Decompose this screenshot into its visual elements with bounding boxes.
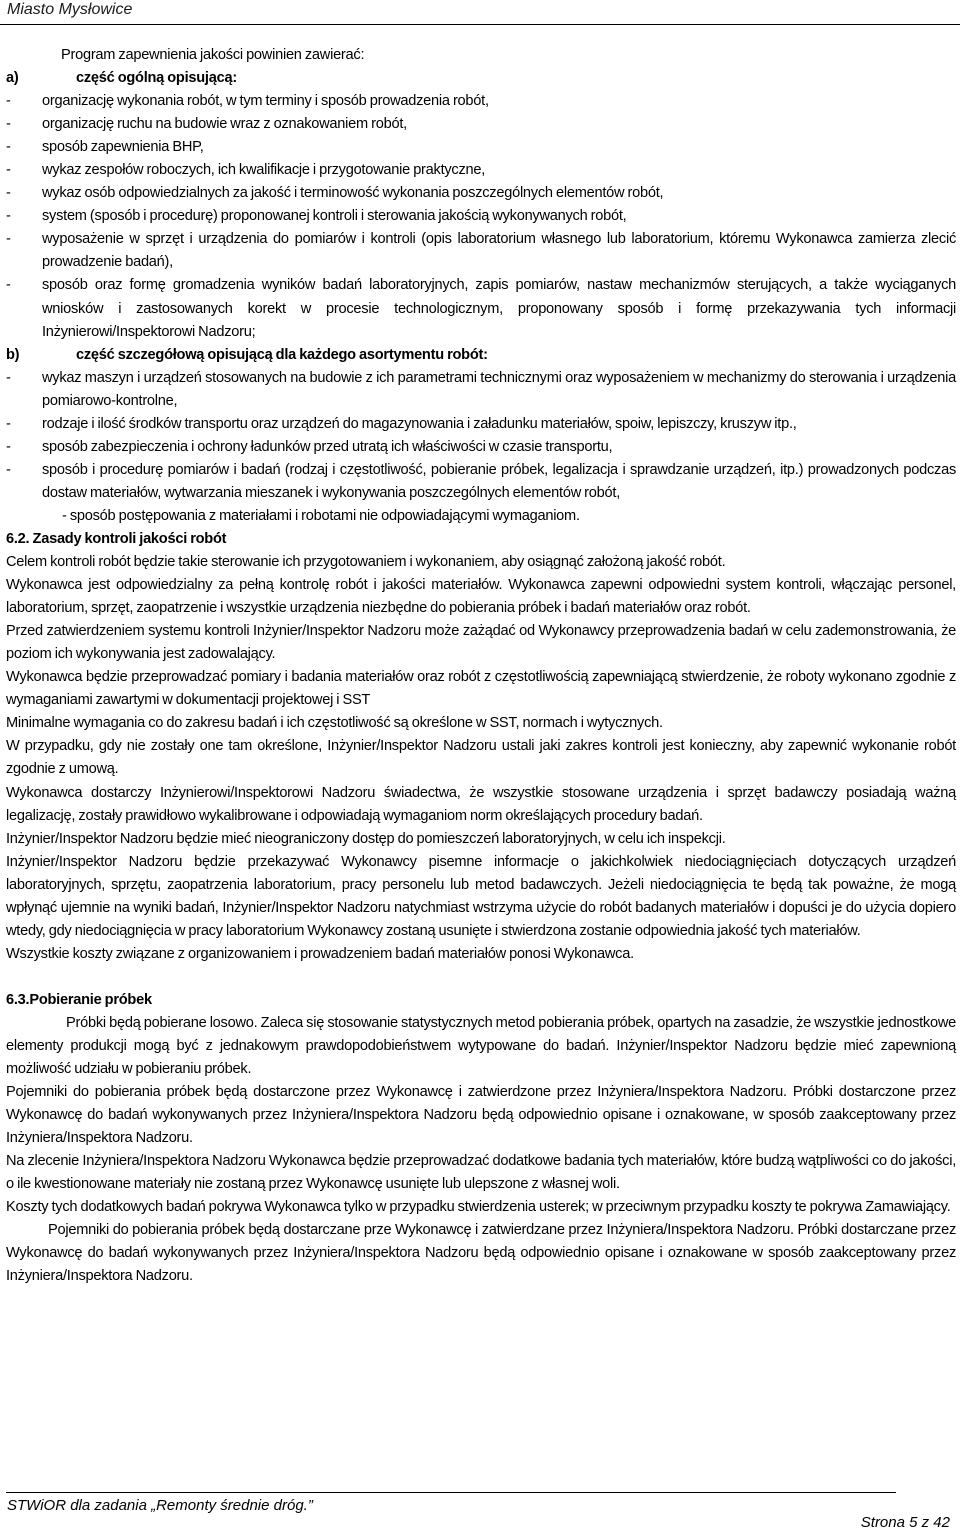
list-item: - organizację wykonania robót, w tym terminy i sposób prowadzenia robót, [6, 90, 956, 113]
list-item: - sposób zabezpieczenia i ochrony ładunków przed utratą ich właściwości w czasie transportu, [6, 436, 956, 459]
paragraph: W przypadku, gdy nie zostały one tam określone, Inżynier/Inspektor Nadzoru ustali jaki zakres kontroli jest konieczny, aby zapewnić wykonanie robót zgodnie z umową. [6, 738, 956, 778]
paragraph: Próbki będą pobierane losowo. Zaleca się stosowanie statystycznych metod pobierania próbek, opartych na zasadzie, że wszystkie jednostkowe elementy produkcji mogą być z jednakowym prawdopodobieństwem wytypowane do badań. Inżynier/Inspektor Nadzoru będzie mieć zapewnioną możliwość udziału w pobieraniu próbek. [6, 1014, 956, 1078]
list-item: - wykaz zespołów roboczych, ich kwalifikacje i przygotowanie praktyczne, [6, 159, 956, 182]
list-item: - sposób oraz formę gromadzenia wyników badań laboratoryjnych, zapis pomiarów, nastaw mechanizmów sterujących, a także wyciąganych wniosków i zastosowanych korekt w procesie technologicznym, proponowany sposób i formę przekazywania tych informacji Inżynierowi/Inspektorowi Nadzoru; [6, 274, 956, 343]
list-item: - rodzaje i ilość środków transportu oraz urządzeń do magazynowania i załadunku materiałów, spoiw, lepiszczy, kruszyw itp., [6, 413, 956, 436]
section-b-label: b) [6, 346, 20, 363]
paragraph: Pojemniki do pobierania próbek będą dostarczone przez Wykonawcę i zatwierdzone przez Inżyniera/Inspektora Nadzoru. Próbki dostarczone przez Wykonawcę do badań wykonywanych przez Inżyniera/Inspektora Nadzoru będą odpowiednio opisane i oznakowane, w sposób zaakceptowany przez Inżyniera/Inspektora Nadzoru. [6, 1084, 956, 1147]
section-62-heading: 6.2. Zasady kontroli jakości robót [6, 530, 227, 547]
footer-document-title: STWiOR dla zadania „Remonty średnie dróg.” [7, 1497, 313, 1514]
paragraph: Przed zatwierdzeniem systemu kontroli Inżynier/Inspektor Nadzoru może zażądać od Wykonawcy przeprowadzenia badań w celu zademonstrowania, że poziom ich wykonywania jest zadowalający. [6, 623, 956, 663]
paragraph: Wszystkie koszty związane z organizowaniem i prowadzeniem badań materiałów ponosi Wykonawca. [6, 945, 634, 962]
list-item: - wykaz maszyn i urządzeń stosowanych na budowie z ich parametrami technicznymi oraz wyposażeniem w mechanizmy do sterowania i urządzenia pomiarowo-kontrolne, [6, 367, 956, 413]
paragraph: Koszty tych dodatkowych badań pokrywa Wykonawca tylko w przypadku stwierdzenia usterek; w przeciwnym przypadku koszty te pokrywa Zamawiający. [6, 1199, 951, 1216]
footer-divider [6, 1492, 896, 1493]
list-item: - system (sposób i procedurę) proponowanej kontroli i sterowania jakością wykonywanych robót, [6, 205, 956, 228]
paragraph: Minimalne wymagania co do zakresu badań i ich częstotliwość są określone w SST, normach i wytycznych. [6, 715, 663, 732]
spacer [6, 966, 956, 989]
section-a-heading [6, 67, 956, 90]
section-a-title: część ogólną opisującą: [76, 70, 237, 87]
list-item: - organizację ruchu na budowie wraz z oznakowaniem robót, [6, 113, 956, 136]
intro-text: Program zapewnienia jakości powinien zawierać: [61, 47, 365, 63]
header-divider [0, 24, 960, 25]
list-item: - sposób zapewnienia BHP, [6, 136, 956, 159]
list-item-indented: - sposób postępowania z materiałami i robotami nie odpowiadającymi wymaganiom. [62, 507, 580, 524]
paragraph: Wykonawca dostarczy Inżynierowi/Inspektorowi Nadzoru świadectwa, że wszystkie stosowane urządzenia i sprzęt badawczy posiadają ważną legalizację, zostały prawidłowo wykalibrowane i odpowiadają wymaganiom norm określających procedury badań. [6, 784, 956, 824]
paragraph: Wykonawca jest odpowiedzialny za pełną kontrolę robót i jakości materiałów. Wykonawca zapewni odpowiedni system kontroli, włączając personel, laboratorium, sprzęt, zaopatrzenie i wszystkie urządzenia niezbędne do pobierania próbek i badań materiałów oraz robót. [6, 577, 956, 617]
paragraph: Na zlecenie Inżyniera/Inspektora Nadzoru Wykonawca będzie przeprowadzać dodatkowe badania tych materiałów, które budzą wątpliwości co do jakości, o ile kwestionowane materiały nie zostaną przez Wykonawcę usunięte lub ulepszone z własnej woli. [6, 1153, 956, 1193]
paragraph: Inżynier/Inspektor Nadzoru będzie mieć nieograniczony dostęp do pomieszczeń laboratoryjnych, w celu ich inspekcji. [6, 830, 726, 847]
section-63-heading: 6.3.Pobieranie próbek [6, 991, 152, 1008]
paragraph: Pojemniki do pobierania próbek będą dostarczane prze Wykonawcę i zatwierdzane przez Inżyniera/Inspektora Nadzoru. Próbki dostarczane przez Wykonawcę do badań wykonywanych przez Inżyniera/Inspektora Nadzoru będą odpowiednio opisane i oznakowane w sposób zaakceptowany przez Inżyniera/Inspektora Nadzoru. [6, 1222, 956, 1285]
paragraph: Celem kontroli robót będzie takie sterowanie ich przygotowaniem i wykonaniem, aby osiągnąć założoną jakość robót. [6, 554, 726, 571]
list-item: - sposób i procedurę pomiarów i badań (rodzaj i częstotliwość, pobieranie próbek, legalizacja i sprawdzanie urządzeń, itp.) prowadzonych podczas dostaw materiałów, wytwarzania mieszanek i wykonywania poszczególnych elementów robót, [6, 459, 956, 505]
paragraph: Inżynier/Inspektor Nadzoru będzie przekazywać Wykonawcy pisemne informacje o jakichkolwiek niedociągnięciach dotyczących urządzeń laboratoryjnych, sprzętu, zaopatrzenia laboratorium, pracy personelu lub metod badawczych. Jeżeli niedociągnięcia te będą tak poważne, że mogą wpłynąć ujemnie na wyniki badań, Inżynier/Inspektor Nadzoru natychmiast wstrzyma użycie do robót badanych materiałów i dopuści je do użycia dopiero wtedy, gdy niedociągnięcia w pracy laboratorium Wykonawcy zostaną usunięte i stwierdzona zostanie odpowiednia jakość tych materiałów. [6, 853, 956, 939]
section-b-heading [6, 344, 956, 367]
section-a-label: a) [6, 70, 19, 87]
paragraph: Wykonawca będzie przeprowadzać pomiary i badania materiałów oraz robót z częstotliwością zapewniającą stwierdzenie, że roboty wykonano zgodnie z wymaganiami zawartymi w dokumentacji projektowej i SST [6, 669, 956, 709]
list-item: - wyposażenie w sprzęt i urządzenia do pomiarów i kontroli (opis laboratorium własnego lub laboratorium, któremu Wykonawca zamierza zlecić prowadzenie badań), [6, 228, 956, 274]
document-body [6, 44, 956, 1288]
list-item: - wykaz osób odpowiedzialnych za jakość i terminowość wykonania poszczególnych elementów robót, [6, 182, 956, 205]
footer-page-number: Strona 5 z 42 [860, 1514, 950, 1531]
section-b-title: część szczegółową opisującą dla każdego asortymentu robót: [76, 346, 488, 363]
header-title: Miasto Mysłowice [7, 1, 133, 18]
